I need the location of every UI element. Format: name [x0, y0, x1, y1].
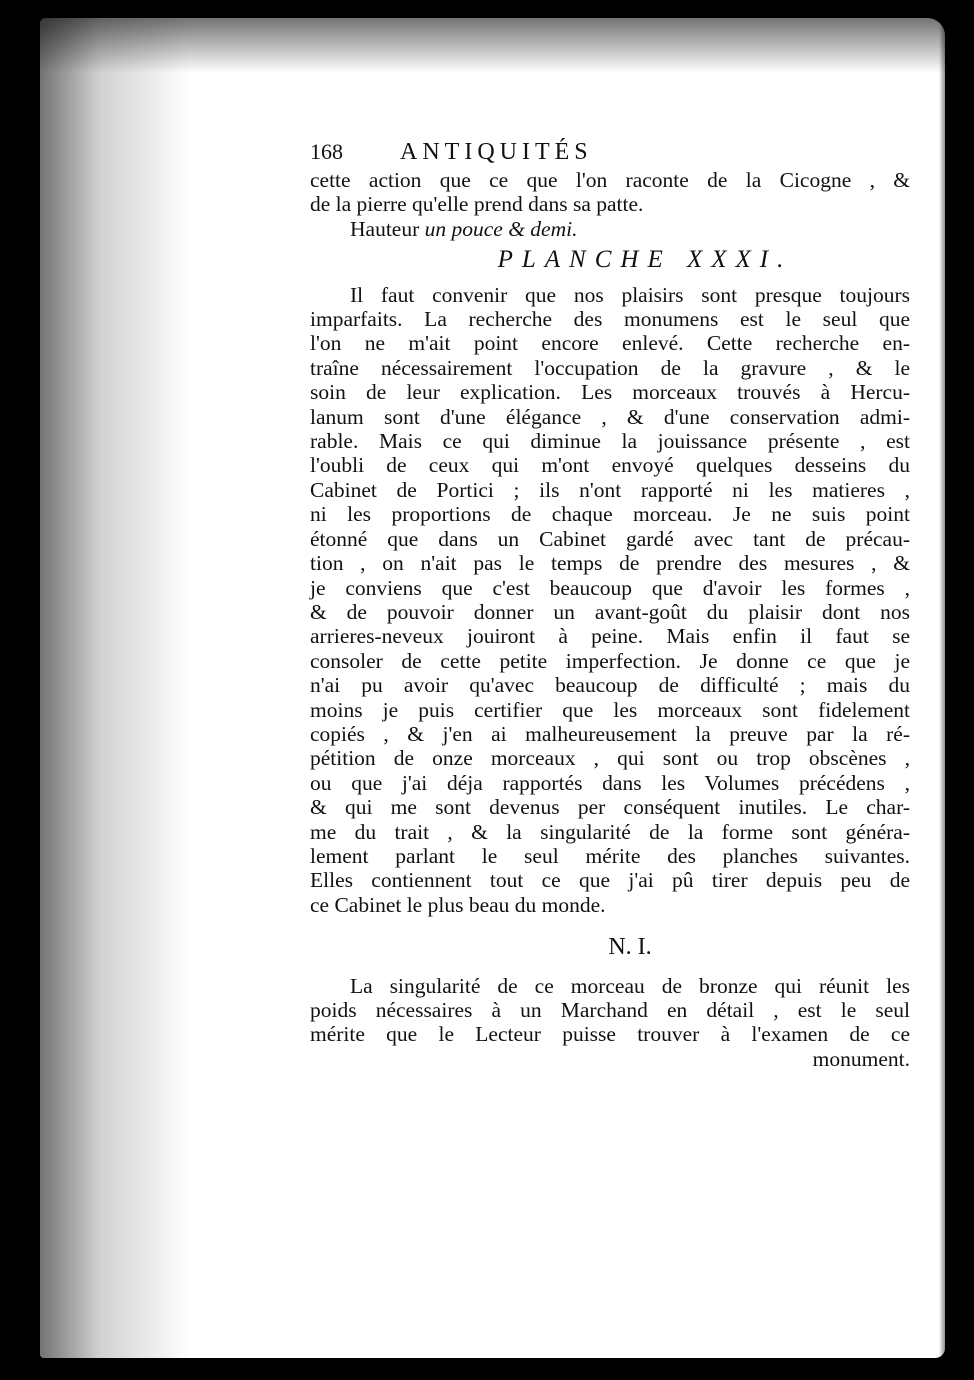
text-line: n'ai pu avoir qu'avec beaucoup de difficulté ; mais du [310, 673, 910, 698]
text-line: moins je puis certifier que les morceaux sont fidelement [310, 697, 910, 722]
text-line: soin de leur explication. Les morceaux trouvés à Hercu- [310, 380, 910, 405]
intro-paragraph [310, 168, 910, 241]
text-line: lement parlant le seul mérite des planches suivantes. [310, 843, 910, 868]
text-line: copiés , & j'en ai malheureusement la preuve par la ré- [310, 721, 910, 746]
text-line: je conviens que c'est beaucoup que d'avoir les formes , [310, 575, 910, 600]
text-line: lanum sont d'une élégance , & d'une conservation admi- [310, 404, 910, 429]
height-label: Hauteur [350, 216, 420, 241]
text-line: pétition de onze morceaux , qui sont ou trop obscènes , [310, 746, 910, 771]
text-line: tion , on n'ait pas le temps de prendre des mesures , & [310, 551, 910, 576]
text-line: Cabinet de Portici ; ils n'ont rapporté ni les matieres , [310, 477, 910, 502]
text-line: traîne nécessairement l'occupation de la gravure , & le [310, 355, 910, 380]
text-line: poids nécessaires à un Marchand en détail , est le seul [310, 998, 910, 1022]
page-header [310, 140, 910, 168]
text-line: ce Cabinet le plus beau du monde. [310, 892, 606, 917]
height-line [310, 217, 910, 241]
text-line: Il faut convenir que nos plaisirs sont presque toujours [350, 282, 910, 307]
text-line: imparfaits. La recherche des monumens est le seul que [310, 307, 910, 332]
text-line: monument. [812, 1046, 910, 1071]
text-line: Elles contiennent tout ce que j'ai pû tirer depuis peu de [310, 868, 910, 893]
plate-heading: PLANCHE XXXI. [497, 246, 793, 274]
text-line: La singularité de ce morceau de bronze qui réunit les [350, 973, 910, 998]
text-line: l'on ne m'ait point encore enlevé. Cette recherche en- [310, 331, 910, 356]
text-line: ni les proportions de chaque morceau. Je ne suis point [310, 502, 910, 527]
text-line: l'oubli de ceux qui m'ont envoyé quelques desseins du [310, 453, 910, 478]
running-title: ANTIQUITÉS [400, 139, 593, 165]
item-paragraph [310, 974, 910, 1072]
text-line: ou que j'ai déja rapportés dans les Volumes précédens , [310, 770, 910, 795]
text-line: arrieres-neveux jouiront à peine. Mais enfin il faut se [310, 624, 910, 649]
text-line: de la pierre qu'elle prend dans sa patte. [310, 192, 644, 217]
text-line: cette action que ce que l'on raconte de la Cicogne , & [310, 168, 910, 192]
text-line: & qui me sont devenus per conséquent inutiles. Le char- [310, 795, 910, 820]
page-number: 168 [310, 139, 343, 164]
height-value: un pouce & demi. [424, 216, 578, 241]
text-line: me du trait , & la singularité de la forme sont généra- [310, 819, 910, 844]
page-text [310, 140, 910, 1071]
text-line: mérite que le Lecteur puisse trouver à l'examen de ce [310, 1022, 910, 1047]
text-line: rable. Mais ce qui diminue la jouissance présente , est [310, 429, 910, 454]
text-line: étonné que dans un Cabinet gardé avec tant de précau- [310, 526, 910, 551]
text-line: consoler de cette petite imperfection. Je donne ce que je [310, 648, 910, 673]
page-edge-shadow [939, 18, 945, 1358]
plate-paragraph [310, 283, 910, 918]
item-heading: N. I. [608, 934, 652, 961]
book-page [40, 18, 945, 1358]
text-line: & de pouvoir donner un avant-goût du plaisir dont nos [310, 599, 910, 624]
